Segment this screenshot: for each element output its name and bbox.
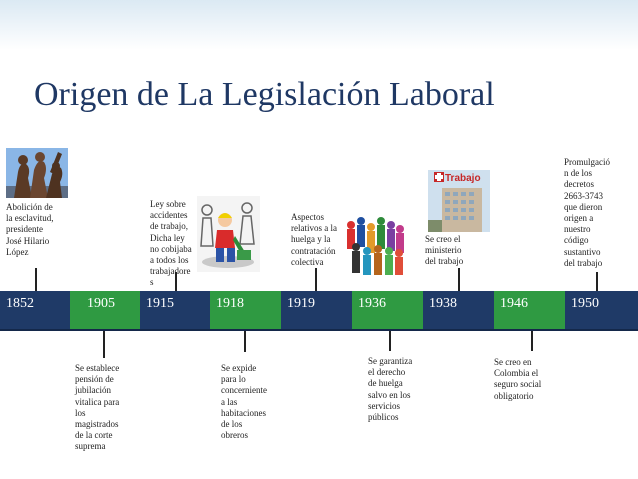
connector-1852 [35, 268, 37, 291]
event-note-1938: Se creo el ministerio del trabajo [425, 234, 464, 267]
timeline-segment-1950: 1950 [565, 291, 638, 329]
connector-1936 [389, 331, 391, 351]
statue-icon [6, 148, 68, 198]
timeline-segment-1915: 1915 [140, 291, 210, 329]
connector-1946 [531, 331, 533, 351]
timeline-bar [0, 291, 638, 329]
timeline-segment-1919: 1919 [281, 291, 352, 329]
crowd-icon [343, 209, 406, 279]
event-note-1936: Se garantiza el derecho de huelga salvo en los servicios públicos [368, 356, 413, 423]
connector-1918 [244, 331, 246, 352]
timeline-segment-1918: 1918 [210, 291, 281, 329]
connector-1950 [596, 272, 598, 291]
event-note-1950: Promulgació n de los decretos 2663-3743 que dieron origen a nuestro código sustantivo del trabajo [564, 157, 610, 268]
event-note-1918: Se expide para lo concerniente a las habitaciones de los obreros [221, 363, 267, 441]
timeline-segment-1938: 1938 [423, 291, 494, 329]
event-note-1905: Se establece pensión de jubilación vitalica para los magistrados de la corte suprema [75, 363, 120, 452]
connector-1905 [103, 331, 105, 358]
timeline-segment-1905: 1905 [70, 291, 140, 329]
connector-1919 [315, 268, 317, 291]
event-note-1946: Se creo en Colombia el seguro social obligatorio [494, 357, 542, 401]
event-note-1915: Ley sobre accidentes de trabajo, Dicha ley no cobijaba a todos los trabajadore s [150, 199, 192, 288]
connector-1938 [458, 268, 460, 291]
ministry-sign-text: Trabajo [445, 173, 481, 184]
timeline-segment-1946: 1946 [494, 291, 565, 329]
event-note-1919: Aspectos relativos a la huelga y la contratación colectiva [291, 212, 337, 267]
header-band [0, 0, 638, 50]
page-title: Origen de La Legislación Laboral [34, 76, 495, 113]
timeline-segment-1936: 1936 [352, 291, 423, 329]
workers-cartoon-icon [197, 196, 260, 272]
building-icon [428, 170, 490, 232]
timeline-segment-1852: 1852 [0, 291, 70, 329]
event-note-1852: Abolición de la esclavitud, presidente José Hilario López [6, 202, 54, 257]
timeline-bar-edge [0, 329, 638, 331]
